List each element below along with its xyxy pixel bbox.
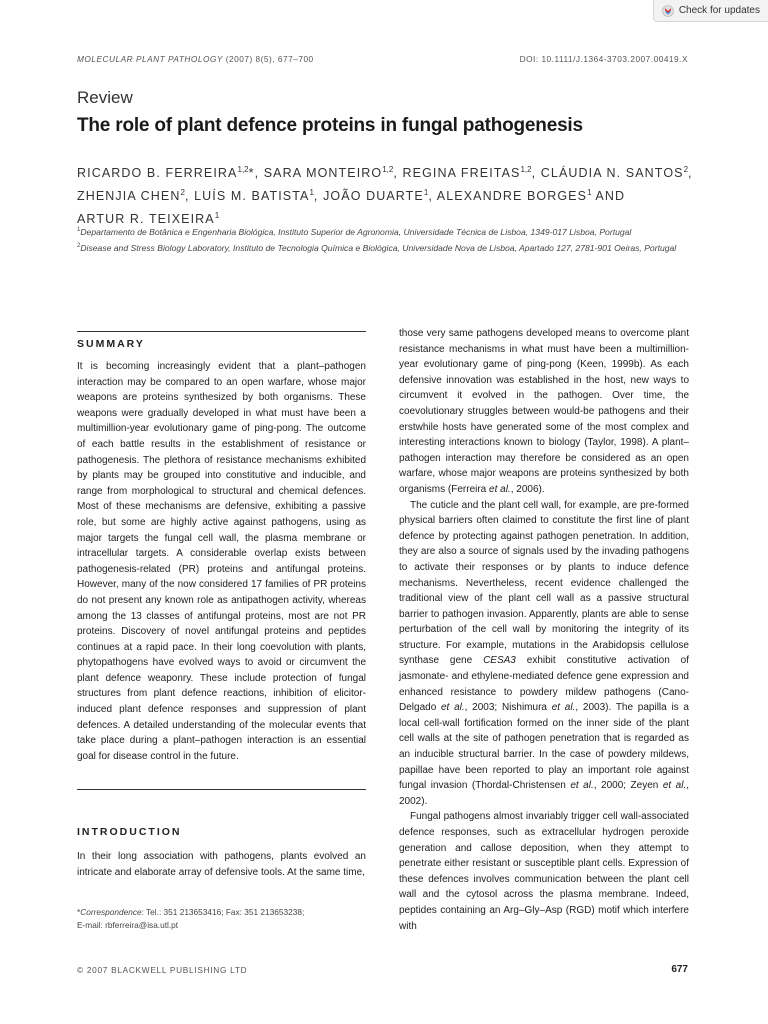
author-name: LUÍS M. BATISTA — [194, 189, 310, 204]
text-run: exhibit constitutive activation of jasmonate- and ethylene-mediated defence gene expression and enhanced resistance to powdery mildew pathogens (Cano-Delgado — [399, 655, 689, 714]
section-divider — [77, 331, 366, 332]
check-for-updates-button[interactable] — [653, 0, 768, 22]
body-paragraph — [399, 326, 689, 498]
author-name: ALEXANDRE BORGES — [436, 189, 588, 204]
author-separator: , — [184, 189, 195, 204]
page-number: 677 — [671, 964, 688, 975]
author-name: RICARDO B. FERREIRA — [77, 166, 238, 181]
check-for-updates-label: Check for updates — [678, 5, 760, 16]
author-name: JOÃO DUARTE — [323, 189, 424, 204]
summary-body — [77, 359, 366, 764]
body-paragraph — [399, 498, 689, 810]
crossmark-icon — [662, 5, 674, 17]
author-separator: *, — [248, 166, 264, 181]
author-affiliation-mark: 2 — [683, 165, 689, 174]
footnote-mark: * — [77, 907, 81, 917]
article-type: Review — [77, 88, 133, 107]
author-name: SARA MONTEIRO — [263, 166, 383, 181]
author-affiliation-mark: 1,2 — [520, 165, 532, 174]
affiliation-text: Disease and Stress Biology Laboratory, Instituto de Tecnologia Química e Biológica, Universidade Nova de Lisboa, Apartado 127, 2781-901 Oeiras, Portugal — [80, 242, 677, 253]
doi[interactable]: DOI: 10.1111/J.1364-3703.2007.00419.X — [519, 54, 688, 64]
right-column-body — [399, 326, 689, 934]
citation: (2007) 8(5), 677–700 — [225, 54, 314, 64]
affiliation — [77, 223, 697, 239]
author-name: ARTUR R. TEIXEIRA — [77, 212, 215, 227]
gene-name: CESA3 — [483, 655, 516, 667]
affiliation-mark: 1 — [77, 227, 81, 233]
author-affiliation-mark: 1 — [587, 188, 592, 198]
affiliation-text: Departamento de Botânica e Engenharia Biológica, Instituto Superior de Agronomia, Universidade Técnica de Lisboa, 1349-017 Lisboa, Portugal — [80, 226, 632, 237]
author-separator: , — [313, 189, 324, 204]
introduction-paragraph: In their long association with pathogens, plants evolved an intricate and elaborate array of defensive tools. At the same time, — [77, 851, 366, 878]
section-divider — [77, 789, 366, 790]
author-affiliation-mark: 2 — [180, 188, 185, 198]
affiliation — [77, 239, 697, 255]
text-run: those very same pathogens developed means to overcome plant resistance mechanisms in what must have been a multimillion-year evolutionary game of ping-pong (Keen, 1999b). As each defensive innovation was established in the host, new ways to circumvent it evolved in the pathogen. Over time, the coevolutionary struggles between would-be pathogens and their erstwhile hosts have generated some of the most complex and interesting interactions known to biology (Taylor, 1998). A plant–pathogen interaction may therefore be considered as an open warfare, whose major weapons are proteins synthesized by both organisms (Ferreira — [399, 328, 689, 495]
summary-paragraph: It is becoming increasingly evident that a plant–pathogen interaction may be compared to an open warfare, whose major weapons are proteins synthesized by both organisms. These weapons were gradually developed in what must have been a multimillion-year evolutionary game of ping-pong. The outcome of each battle results in the establishment of resistance or pathogenesis. The plethora of resistance mechanisms exhibited by plants may be grouped into constitutive and inducible, and range from morphological to structural and chemical defences. Most of these mechanisms are defensive, exhibiting a passive role, but some are highly active against pathogens, using as major targets the fungal cell wall, the plasma membrane or intracellular targets. A considerable overlap exists between pathogenesis-related (PR) proteins and antifungal proteins. However, many of the now considered 17 families of PR proteins do not present any known role as antipathogen activity, whereas among the 13 classes of antifungal proteins, most are not PR proteins. Discovery of novel antifungal proteins and peptides continues at a rapid pace. In their long coevolution with plants, phytopathogens have evolved ways to avoid or circumvent the plant defence weaponry. These include protection of fungal structures from plant defence reactions, inhibition of elicitor-induced plant defence responses and suppression of plant defences. A detailed understanding of the molecular events that take place during a plant–pathogen interaction is an essential goal for disease control in the future. — [77, 361, 366, 762]
affiliation-mark: 2 — [77, 242, 81, 249]
text-run: , 2003; Nishimura — [464, 702, 552, 714]
author-affiliation-mark: 1,2 — [237, 165, 249, 174]
author-affiliation-mark: 1,2 — [382, 165, 394, 174]
text-run-italic: et al. — [489, 483, 511, 495]
body-paragraph: Fungal pathogens almost invariably trigger cell wall-associated defence responses, such as extracellular hydrogen peroxide generation and callose deposition, when they attempt to penetrate either resistant or susceptible plant cells. Expression of these defences involves communication between the plant cell wall and the cytosol across the plasma membrane. Indeed, peptides containing an Arg–Gly–Asp (RGD) motif which interfere with — [399, 811, 689, 932]
author-separator: , — [688, 166, 693, 181]
summary-heading: SUMMARY — [77, 338, 145, 350]
author-name: REGINA FREITAS — [402, 166, 521, 181]
text-run: , 2002). — [399, 780, 690, 807]
footnote-contact: : Tel.: 351 213653416; Fax: 351 213653238; — [141, 907, 305, 917]
introduction-body — [77, 849, 366, 880]
text-run: , 2003). The papilla is a local cell-wall fortification formed on the inner side of the plant cell walls at the site of pathogen penetration that is regarded as an inducible structural barrier. In the case of powdery mildews, papillae have been reported to play an important role against fungal invasion (Thordal-Christensen — [399, 702, 689, 792]
page-footer — [77, 965, 688, 975]
article-title: The role of plant defence proteins in fungal pathogenesis — [77, 115, 583, 136]
text-run-italic: et al. — [441, 702, 465, 714]
author-separator: , — [531, 166, 541, 181]
journal-name: MOLECULAR PLANT PATHOLOGY — [77, 54, 223, 64]
author-affiliation-mark: 1 — [423, 188, 429, 198]
text-run: , 2000; Zeyen — [593, 780, 663, 792]
author-affiliation-mark: 1 — [214, 211, 220, 221]
author-separator: AND — [591, 189, 626, 204]
text-run: The cuticle and the plant cell wall, for example, are pre-formed physical barriers often claimed to constitute the first line of plant defence by protecting against pathogen penetration. In addition, they are also a source of signals used by the invading pathogens to activate their responses or by plants to induce defence mechanisms. Nevertheless, recent evidence challenged the traditional view of the plant cell wall as a passive structural barrier to pathogen invasion. Apparently, plants are able to sense perturbation of the cell wall by monitoring the integrity of its structure. For example, mutations in the Arabidopsis cellulose synthase gene — [399, 499, 689, 667]
text-run-italic: et al. — [570, 780, 594, 792]
text-run-italic: et al. — [662, 780, 687, 792]
author-name: CLÁUDIA N. SANTOS — [540, 166, 684, 181]
author-list — [77, 160, 697, 229]
copyright: © 2007 BLACKWELL PUBLISHING LTD — [77, 965, 248, 975]
author-separator: , — [428, 189, 437, 204]
author-name: ZHENJIA CHEN — [77, 189, 181, 204]
introduction-heading: INTRODUCTION — [77, 826, 182, 838]
footnote-email[interactable]: E-mail: rbferreira@isa.utl.pt — [77, 919, 179, 930]
affiliations — [77, 223, 697, 255]
author-separator: , — [393, 166, 403, 181]
footnote-label: Correspondence — [80, 907, 142, 917]
text-run-italic: et al. — [551, 702, 576, 714]
correspondence-footnote — [77, 906, 366, 931]
text-run: , 2006). — [510, 483, 545, 495]
author-affiliation-mark: 1 — [309, 188, 314, 198]
running-header — [77, 54, 688, 64]
